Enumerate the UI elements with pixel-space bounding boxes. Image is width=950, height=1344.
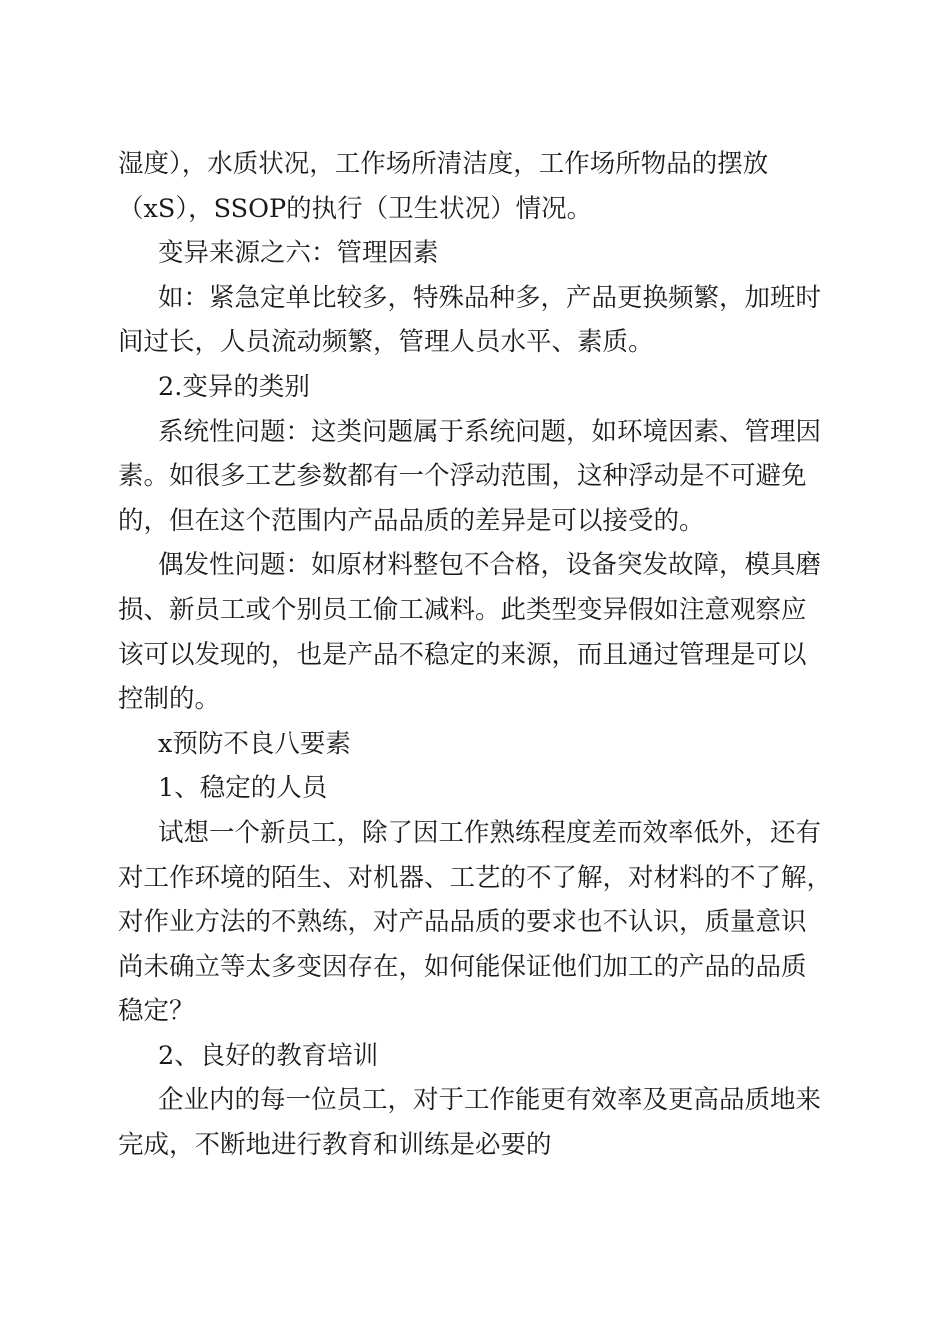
text-line: 对工作环境的陌生、对机器、工艺的不了解，对材料的不了解，: [118, 862, 833, 893]
text-line: 如：紧急定单比较多，特殊品种多，产品更换频繁，加班时: [158, 282, 822, 313]
text-line: 尚未确立等太多变因存在，如何能保证他们加工的产品的品质: [118, 951, 807, 982]
text-line: 控制的。: [118, 684, 221, 715]
text-line: 完成，不断地进行教育和训练是必要的: [118, 1130, 552, 1161]
text-line: 系统性问题：这类问题属于系统问题，如环境因素、管理因: [158, 416, 822, 447]
section-heading: 2、良好的教育培训: [158, 1040, 379, 1071]
text-line: 损、新员工或个别员工偷工减料。此类型变异假如注意观察应: [118, 594, 807, 625]
section-heading: x预防不良八要素: [158, 728, 351, 759]
text-line: 试想一个新员工，除了因工作熟练程度差而效率低外，还有: [158, 817, 822, 848]
section-heading: 变异来源之六：管理因素: [158, 238, 439, 269]
text-line: 偶发性问题：如原材料整包不合格，设备突发故障，模具磨: [158, 550, 822, 581]
text-line: 稳定？: [118, 996, 195, 1027]
text-line: 对作业方法的不熟练，对产品品质的要求也不认识，质量意识: [118, 907, 807, 938]
text-line: 该可以发现的，也是产品不稳定的来源，而且通过管理是可以: [118, 639, 807, 670]
section-heading: 1、稳定的人员: [158, 773, 328, 804]
text-line: 企业内的每一位员工，对于工作能更有效率及更高品质地来: [158, 1085, 822, 1116]
document-body: [118, 142, 833, 1168]
text-line: （xS），SSOP的执行（卫生状况）情况。: [118, 193, 593, 224]
text-line: 素。如很多工艺参数都有一个浮动范围，这种浮动是不可避免: [118, 461, 807, 492]
text-line: 的，但在这个范围内产品品质的差异是可以接受的。: [118, 505, 705, 536]
text-line: 间过长，人员流动频繁，管理人员水平、素质。: [118, 327, 654, 358]
section-heading: 2.变异的类别: [158, 371, 310, 402]
text-line: 湿度），水质状况，工作场所清洁度，工作场所物品的摆放: [118, 149, 769, 179]
